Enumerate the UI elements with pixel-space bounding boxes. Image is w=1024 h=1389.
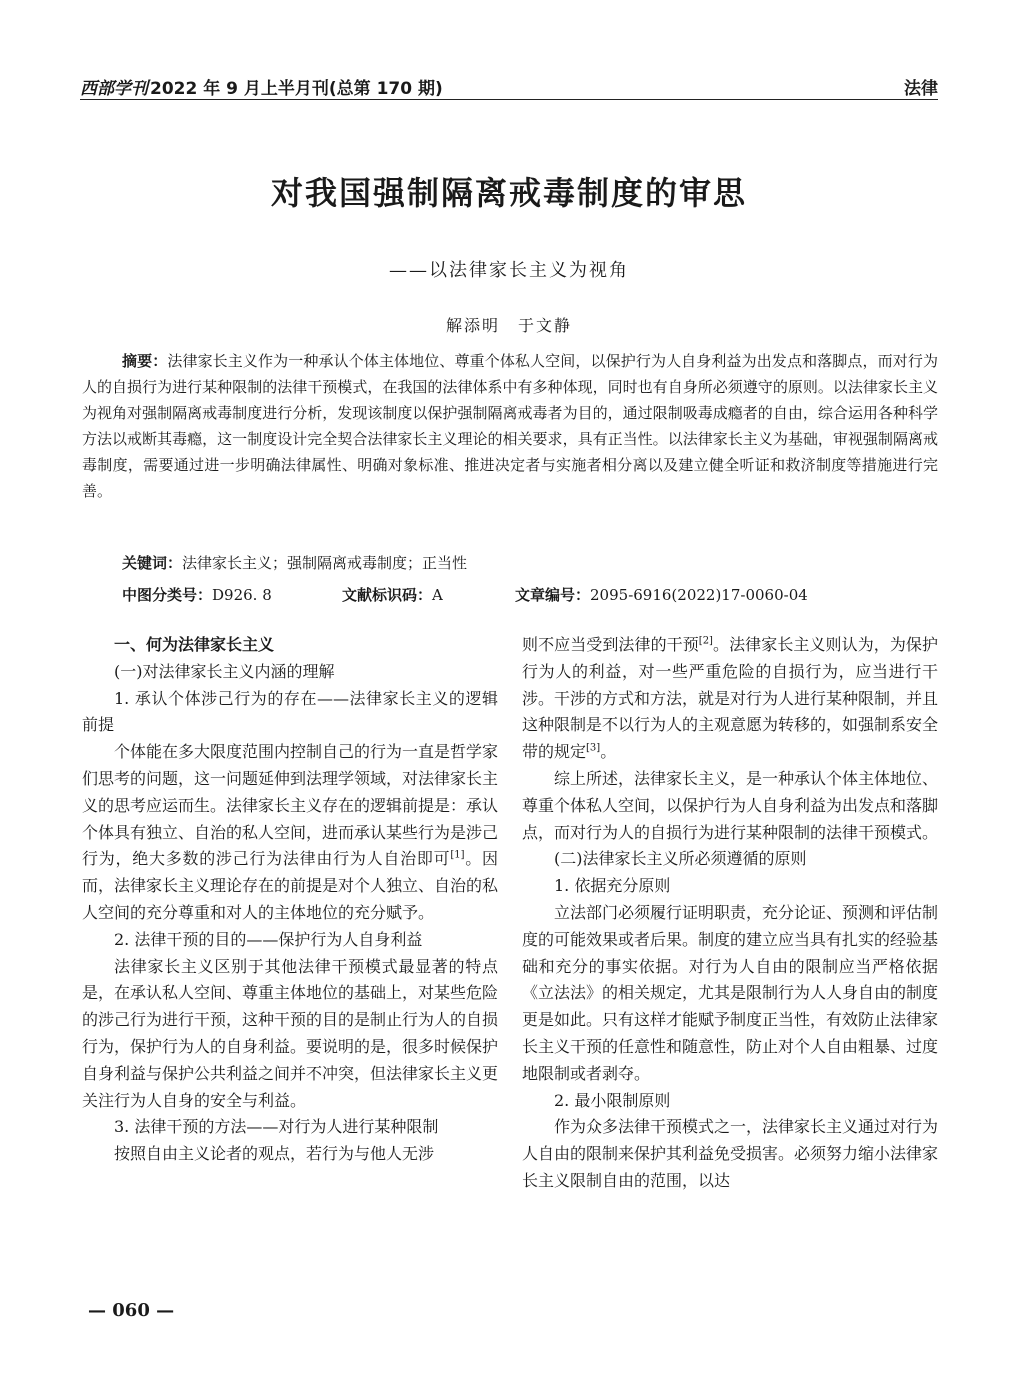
paragraph-text: 。因而，法律家长主义理论存在的前提是对个人独立、自治的私人空间的充分尊重和对人的主体地位的充分赋予。 (82, 849, 499, 922)
journal-name (80, 74, 443, 99)
abstract-text: 法律家长主义作为一种承认个体主体地位、尊重个体私人空间，以保护行为人自身利益为出发点和落脚点，而对行为人的自损行为进行某种限制的法律干预模式，在我国的法律体系中有多种体现，同时也有自身所必须遵守的原则。以法律家长主义为视角对强制隔离戒毒制度进行分析，发现该制度以保护强制隔离戒毒者为目的，通过限制吸毒成瘾者的自由，综合运用各种科学方法以戒断其毒瘾，这一制度设计完全契合法律家长主义理论的相关要求，具有正当性。以法律家长主义为基础，审视强制隔离戒毒制度，需要通过进一步明确法律属性、明确对象标准、推进决定者与实施者相分离以及建立健全听证和救济制度等措施进行完善。 (82, 352, 938, 500)
clc-number (122, 582, 272, 608)
journal-issue: 2022 年 9 月上半月刊(总第 170 期) (150, 79, 443, 99)
paragraph: 按照自由主义论者的观点，若行为与他人无涉 (114, 1144, 435, 1164)
right-column (522, 632, 938, 1195)
paragraph-text: 个体能在多大限度范围内控制自己的行为一直是哲学家们思考的问题，这一问题延伸到法理学领域，对法律家长主义的思考应运而生。法律家长主义存在的逻辑前提是：承认个体具有独立、自治的私人空间，进而承认某些行为是涉己行为，绝大多数的涉己行为法律由行为人自治即可 (82, 742, 499, 869)
abstract (82, 348, 938, 504)
point-heading-2: 2. 法律干预的目的——保护行为人自身利益 (114, 929, 423, 949)
clc-value: D926. 8 (212, 586, 272, 604)
journal-logo: 西部学刊 (80, 79, 148, 99)
paragraph (82, 739, 498, 927)
article-authors: 解添明 于文静 (445, 316, 572, 335)
paragraph: 立法部门必须履行证明职责，充分论证、预测和评估制度的可能效果或者后果。制度的建立应当具有扎实的经验基础和充分的事实依据。对行为人自由的限制应当严格依据《立法法》的相关规定，尤其是限制行为人人身自由的制度更是如此。只有这样才能赋予制度正当性，有效防止法律家长主义干预的任意性和随意性，防止对个人自由粗暴、过度地限制或者剥夺。 (522, 902, 939, 1083)
header-rule (80, 99, 938, 100)
paragraph-text: 则不应当受到法律的干预 (522, 635, 699, 654)
keywords-text: 法律家长主义；强制隔离戒毒制度；正当性 (182, 554, 468, 572)
citation-ref: [3] (586, 742, 601, 754)
paragraph-text: 。 (600, 742, 617, 762)
point-heading-1: 1. 承认个体涉己行为的存在——法律家长主义的逻辑前提 (82, 688, 498, 735)
section-heading-1: 一、何为法律家长主义 (114, 635, 275, 654)
paragraph: 综上所述，法律家长主义，是一种承认个体主体地位、尊重个体私人空间，以保护行为人自身利益为出发点和落脚点，而对行为人的自损行为进行某种限制的法律干预模式。 (522, 768, 939, 842)
section-name: 法律 (904, 79, 938, 99)
point-heading-4: 1. 依据充分原则 (554, 876, 671, 896)
doc-code-value: A (432, 586, 443, 604)
article-number-value: 2095-6916(2022)17-0060-04 (590, 586, 808, 604)
document-code (342, 582, 443, 608)
clc-label: 中图分类号： (122, 586, 213, 604)
running-header (80, 68, 938, 100)
paragraph (522, 632, 938, 766)
abstract-label: 摘要： (122, 352, 168, 370)
article-subtitle: ——以法律家长主义为视角 (389, 260, 629, 281)
article-title: 对我国强制隔离戒毒制度的审思 (270, 174, 747, 212)
article-number-label: 文章编号： (515, 586, 591, 604)
keywords (122, 550, 938, 576)
subsection-heading-2: (二)法律家长主义所必须遵循的原则 (554, 849, 807, 869)
point-heading-5: 2. 最小限制原则 (554, 1090, 671, 1110)
citation-ref: [1] (450, 850, 465, 862)
subsection-heading-1: (一)对法律家长主义内涵的理解 (114, 661, 335, 681)
citation-ref: [2] (698, 635, 713, 647)
keywords-label: 关键词： (122, 554, 183, 572)
left-column (82, 632, 498, 1168)
doc-code-label: 文献标识码： (342, 586, 433, 604)
paragraph: 作为众多法律干预模式之一，法律家长主义通过对行为人自由的限制来保护其利益免受损害。必须努力缩小法律家长主义限制自由的范围，以达 (522, 1117, 939, 1190)
page-number: — 060 — (88, 1300, 175, 1321)
article-number (515, 582, 808, 608)
paragraph: 法律家长主义区别于其他法律干预模式最显著的特点是，在承认私人空间、尊重主体地位的基础上，对某些危险的涉己行为进行干预，这种干预的目的是制止行为人的自损行为，保护行为人的自身利益。要说明的是，很多时候保护自身利益与保护公共利益之间并不冲突，但法律家长主义更关注行为人自身的安全与利益。 (82, 956, 499, 1110)
paragraph-text: 。法律家长主义则认为，为保护行为人的利益，对一些严重危险的自损行为，应当进行干涉。干涉的方式和方法，就是对行为人进行某种限制，并且这种限制是不以行为人的主观意愿为转移的，如强制系安全带的规定 (522, 635, 939, 762)
point-heading-3: 3. 法律干预的方法——对行为人进行某种限制 (114, 1117, 439, 1137)
